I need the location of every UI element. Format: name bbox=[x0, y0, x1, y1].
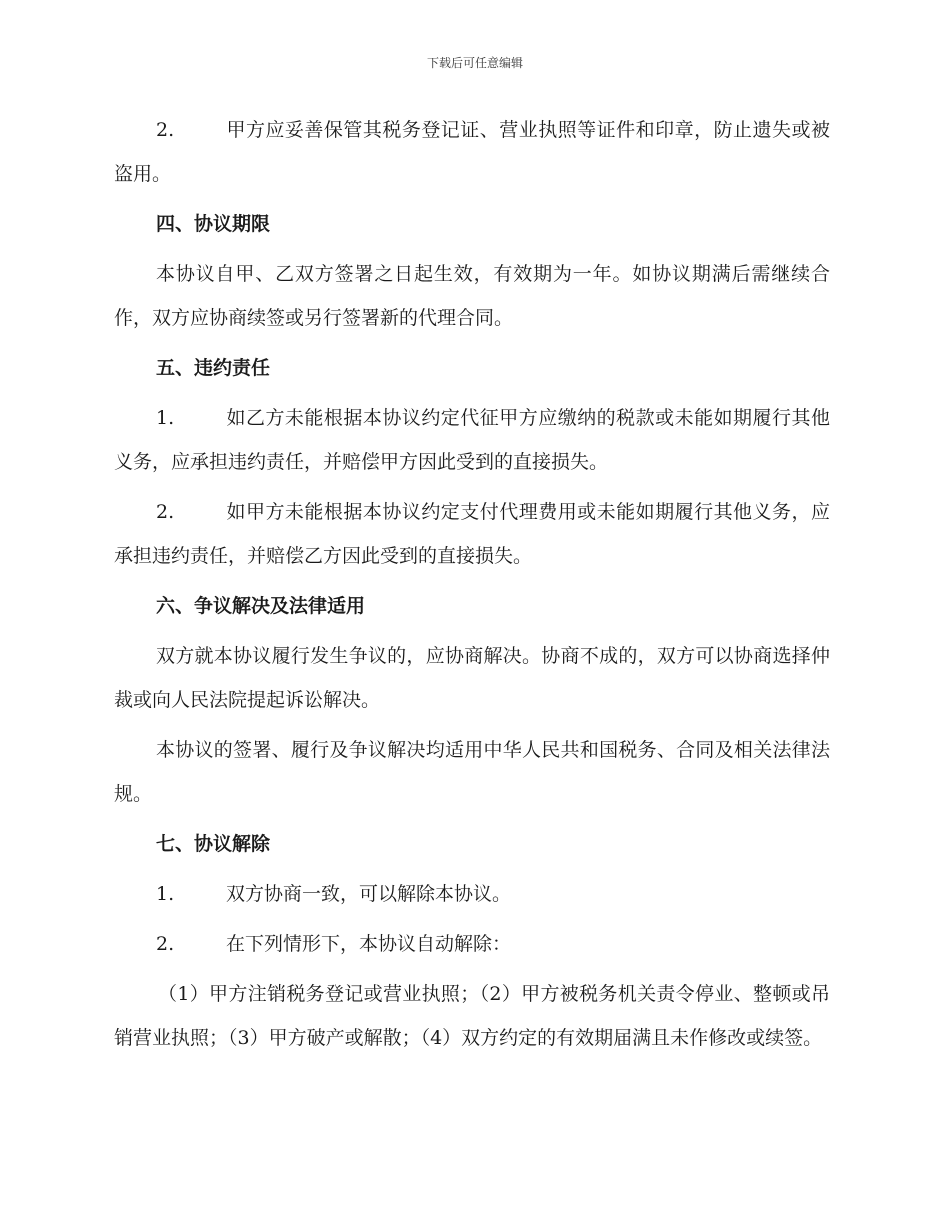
section-heading: 六、争议解决及法律适用 bbox=[156, 595, 366, 617]
item-number: 1. bbox=[156, 407, 175, 429]
item-text: 在下列情形下，本协议自动解除： bbox=[226, 933, 512, 955]
list-item bbox=[114, 490, 830, 578]
item-number: 1. bbox=[156, 883, 175, 905]
paragraph: （1）甲方注销税务登记或营业执照；（2）甲方被税务机关责令停业、整顿或吊销营业执照；（3）甲方破产或解散；（4）双方约定的有效期届满且未作修改或续签。 bbox=[114, 983, 830, 1049]
list-item bbox=[114, 922, 830, 966]
paragraph: 本协议自甲、乙双方签署之日起生效，有效期为一年。如协议期满后需继续合作，双方应协商续签或另行签署新的代理合同。 bbox=[114, 263, 830, 329]
item-number: 2. bbox=[156, 119, 175, 141]
paragraph: 本协议的签署、履行及争议解决均适用中华人民共和国税务、合同及相关法律法规。 bbox=[114, 739, 830, 805]
item-text: 如甲方未能根据本协议约定支付代理费用或未能如期履行其他义务，应承担违约责任，并赔偿乙方因此受到的直接损失。 bbox=[114, 501, 830, 567]
list-item bbox=[114, 108, 830, 196]
item-number: 2. bbox=[156, 501, 175, 523]
item-text: 甲方应妥善保管其税务登记证、营业执照等证件和印章，防止遗失或被盗用。 bbox=[114, 119, 830, 185]
document-body bbox=[114, 108, 830, 1060]
item-text: 如乙方未能根据本协议约定代征甲方应缴纳的税款或未能如期履行其他义务，应承担违约责任，并赔偿甲方因此受到的直接损失。 bbox=[114, 407, 830, 473]
list-item bbox=[114, 396, 830, 484]
page-header: 下载后可任意编辑 bbox=[426, 56, 523, 70]
section-heading: 七、协议解除 bbox=[156, 833, 271, 855]
paragraph: 双方就本协议履行发生争议的，应协商解决。协商不成的，双方可以协商选择仲裁或向人民法院提起诉讼解决。 bbox=[114, 645, 830, 711]
section-heading: 四、协议期限 bbox=[156, 213, 271, 235]
item-number: 2. bbox=[156, 933, 175, 955]
section-heading: 五、违约责任 bbox=[156, 357, 271, 379]
list-item bbox=[114, 872, 830, 916]
item-text: 双方协商一致，可以解除本协议。 bbox=[226, 883, 512, 905]
